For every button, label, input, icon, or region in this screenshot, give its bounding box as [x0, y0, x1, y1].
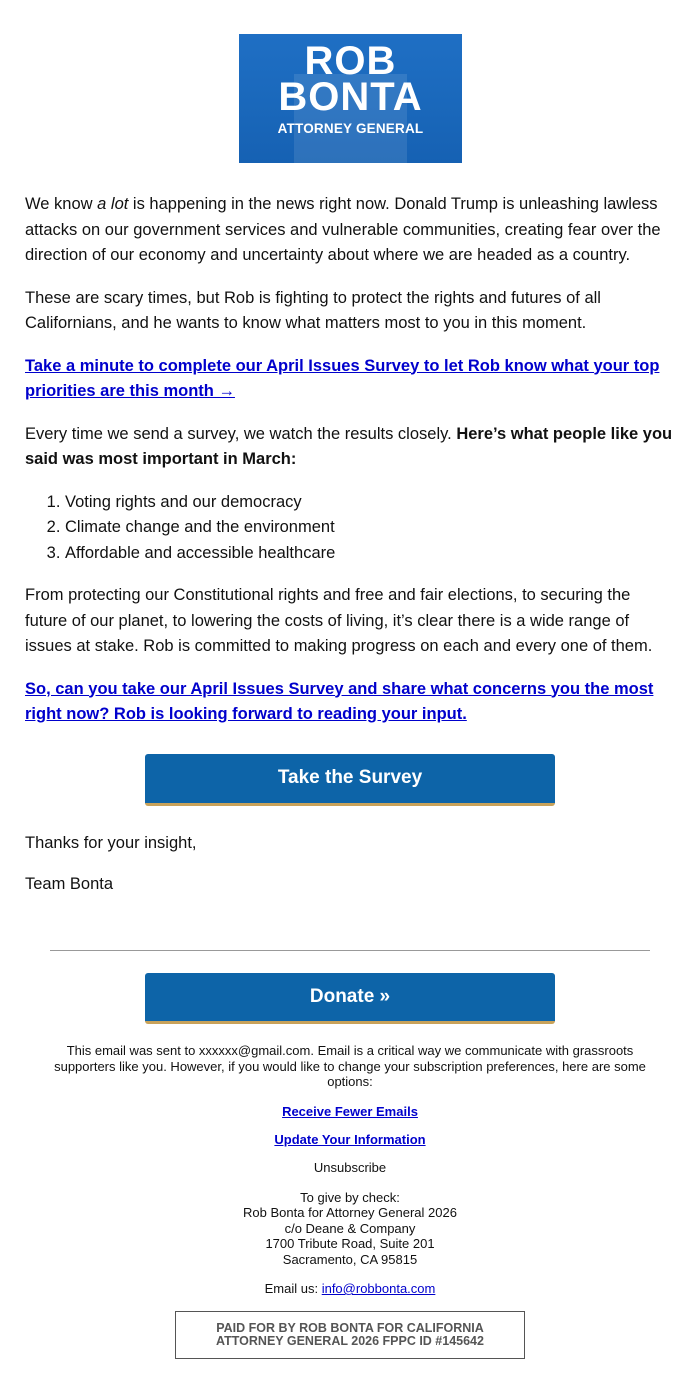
email-link[interactable]: info@robbonta.com: [321, 1281, 436, 1296]
signoff-team: Team Bonta: [25, 875, 114, 893]
commitment-paragraph: From protecting our Constitutional rights and free and fair elections, to securing the future of our planet, to lowering the costs of living, it’s clear there is a wide range of issues at stake. Rob is committed to making progress on each and every one of them.: [25, 586, 653, 655]
intro-paragraph-2: These are scary times, but Rob is fighting to protect the rights and futures of all Californians, and he wants to know what matters most to you in this moment.: [25, 288, 601, 332]
divider: [50, 950, 650, 951]
check-address-block: [50, 1190, 650, 1268]
address-line-2: c/o Deane & Company: [284, 1220, 416, 1236]
email-body: [25, 192, 677, 898]
footer: [50, 1043, 650, 1296]
logo-line-attorney-general: ATTORNEY GENERAL: [277, 121, 424, 136]
update-info-paragraph: [50, 1132, 650, 1148]
logo-line-bonta: BONTA: [278, 75, 423, 119]
donate-button[interactable]: Donate »: [145, 973, 555, 1024]
logo-line-rob: ROB: [304, 39, 397, 83]
survey-link-paragraph-2: [25, 677, 677, 728]
results-lead: Every time we send a survey, we watch the results closely.: [25, 424, 457, 443]
priorities-list: [25, 490, 677, 567]
intro-emphasis: a lot: [97, 195, 129, 213]
email-us-paragraph: [50, 1281, 650, 1296]
footer-sent-notice: This email was sent to xxxxxx@gmail.com. Email is a critical way we communicate with grassroots supporters like you. However, if you would like to change your subscription preferences, here are some options:: [54, 1043, 646, 1089]
results-paragraph: [25, 422, 677, 473]
signoff-thanks: Thanks for your insight,: [25, 833, 197, 852]
list-item: 3. Affordable and accessible healthcare: [65, 541, 677, 567]
update-info-link[interactable]: Update Your Information: [274, 1131, 426, 1147]
take-survey-button[interactable]: Take the Survey: [145, 754, 555, 806]
survey-link-2[interactable]: So, can you take our April Issues Survey and share what concerns you the most right now? Rob is looking forward to reading your input.: [25, 679, 654, 723]
intro-text-b: is happening in the news right now. Donald Trump is unleashing lawless attacks on our government services and vulnerable communities, creating fear over the direction of our economy and uncertainty about where we are headed as a country.: [25, 195, 661, 264]
paid-for-line-2: ATTORNEY GENERAL 2026 FPPC ID #145642: [216, 1334, 484, 1348]
rob-bonta-logo: [239, 34, 462, 163]
address-line-3: 1700 Tribute Road, Suite 201: [265, 1236, 435, 1251]
email-us-label: Email us:: [264, 1281, 322, 1296]
intro-text-a: We know: [25, 195, 98, 213]
address-line-1: Rob Bonta for Attorney General 2026: [243, 1205, 457, 1220]
survey-link-1[interactable]: Take a minute to complete our April Issues Survey to let Rob know what your top priorities are this month →: [25, 356, 660, 400]
address-line-4: Sacramento, CA 95815: [282, 1251, 418, 1267]
fewer-emails-paragraph: [50, 1104, 650, 1120]
unsubscribe-link[interactable]: Unsubscribe: [313, 1159, 387, 1175]
survey-link-paragraph-1: [25, 354, 677, 405]
results-bold: Here’s what people like you said was most important in March:: [25, 424, 673, 468]
list-item: 2. Climate change and the environment: [65, 515, 677, 541]
paid-for-disclaimer: [175, 1311, 525, 1359]
intro-paragraph-1: [25, 192, 677, 269]
fewer-emails-link[interactable]: Receive Fewer Emails: [282, 1103, 418, 1119]
list-item: 1. Voting rights and our democracy: [65, 490, 677, 516]
check-label: To give by check:: [300, 1189, 400, 1205]
paid-for-line-1: PAID FOR BY ROB BONTA FOR CALIFORNIA: [216, 1321, 484, 1335]
